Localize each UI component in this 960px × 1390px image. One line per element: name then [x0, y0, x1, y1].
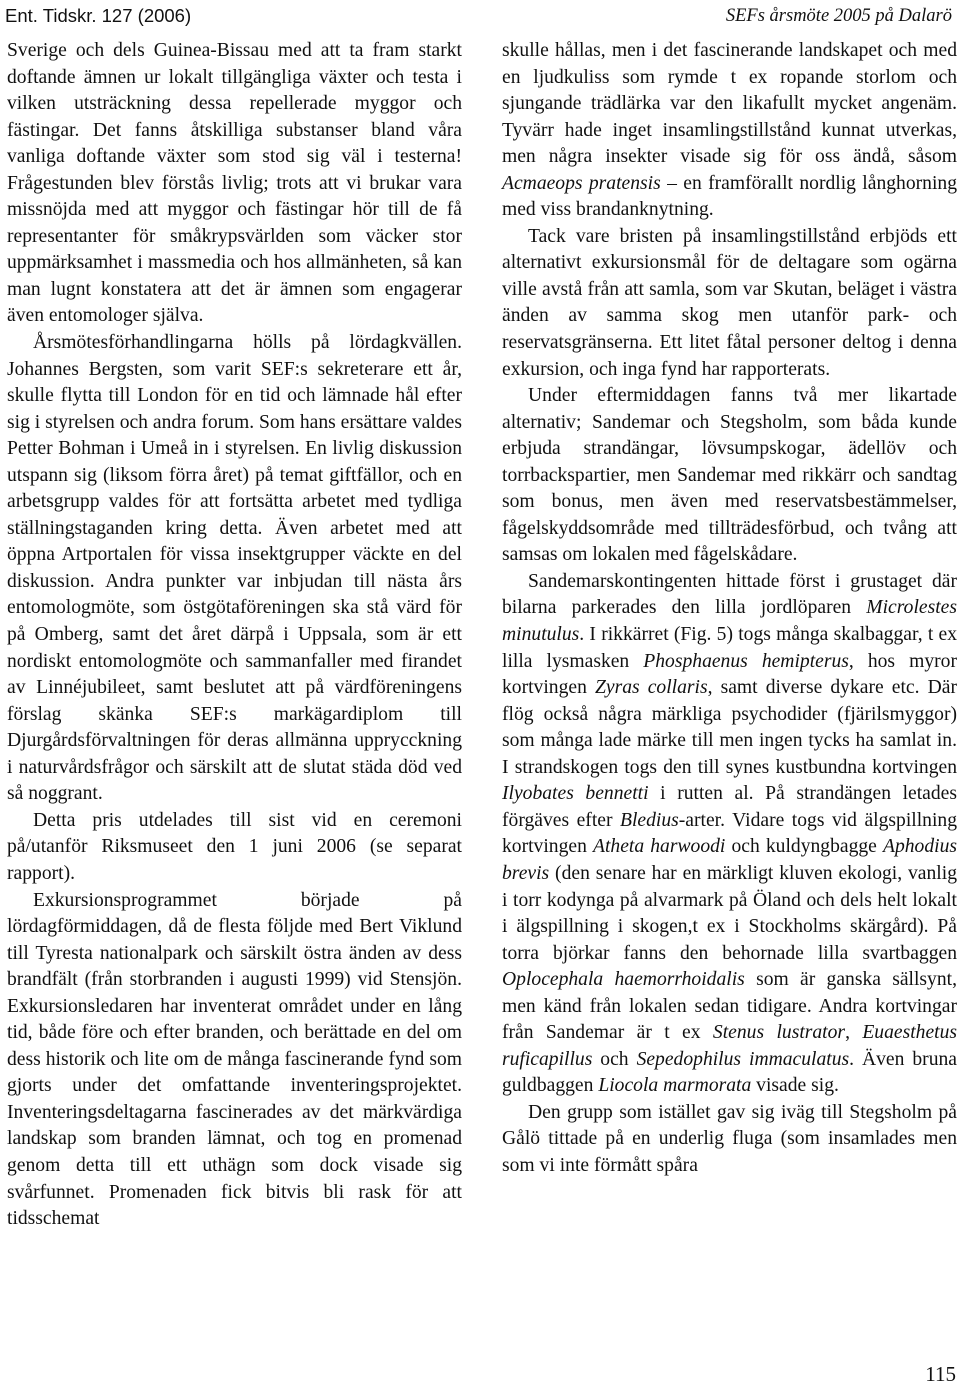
text-run: , samt diverse dykare etc. Där flög också några märkliga psychodider (fjärilsmyggor) som många lade märke till men ingen tycks ha samlat in. I strandskogen togs den till synes kustbundna kortvingen [502, 677, 957, 778]
paragraph [502, 569, 957, 1100]
page-number: 115 [925, 1362, 956, 1386]
text-run: skulle hållas, men i det fascinerande landskapet och med en ljudkuliss som rymde t ex ropande storlom och sjungande trädlärka var den likafullt mycket angenäm. Tyvärr hade inget insamlingstillstånd kunnat utverkas, men några insekter visade sig för oss ändå, såsom [502, 40, 957, 168]
paragraph [502, 38, 957, 224]
text-run: . Även bruna guldbaggen [502, 1048, 957, 1097]
running-head-journal: Ent. Tidskr. 127 (2006) [5, 5, 192, 26]
paragraph [502, 224, 957, 383]
species-name: Zyras collaris [595, 677, 708, 699]
text-run: Tack vare bristen på insamlingstillstånd erbjöds ett alternativt exkursionsmål för de deltagare som ogärna ville avstå från att samla, som var Skutan, beläget i västra änden av samma skog men utanför park- och reservatsgränserna. Ett litet fåtal personer deltog i denna exkursion, och inga fynd har rapporterats. [502, 225, 957, 380]
text-run: Årsmötesförhandlingarna hölls på lördagkvällen. Johannes Bergsten, som varit SEF:s sekreterare ett år, skulle flytta till London för en tid och lämnade hål efter sig i styrelsen och andra forum. Som hans ersättare valdes Petter Bohman i Umeå in i styrelsen. En livlig diskussion utspann sig (liksom förra året) på temat giftfällor, och en arbetsgrupp valdes för att fortsätta arbetet med tydliga ställningstaganden kring detta. Även arbetet med att öppna Artportalen för vissa insektgrupper väckte en del diskussion. Andra punkter var inbjudan till nästa års entomologmöte, som östgötaföreningen ska stå värd för på Omberg, samt det året därpå i Uppsala, som är ett nordiskt entomologmöte och sammanfaller med firandet av Linnéjubileet, samt beslutet att på värdföreningens förslag skänka SEF:s markägardiplom till Djurgårdsförvaltningen för deras allmänna upprycckning i naturvårdsfrågor och särskilt att de slutat städa död ved så noggrant. [7, 332, 462, 805]
text-run: , hos myror kortvingen [502, 650, 957, 699]
text-run: i rutten al. På strandängen letades förgäves efter [502, 783, 957, 831]
species-name: Euaesthetus ruficapillus [502, 1022, 958, 1070]
text-run: . I rikkärret (Fig. 5) togs många skalbaggar, t ex lilla lysmasken [502, 624, 957, 672]
text-run: , [845, 1022, 863, 1044]
species-name: Atheta harwoodi [593, 836, 726, 858]
text-run: – en framförallt nordlig långhorning med viss brandanknytning. [502, 172, 957, 221]
paragraph [502, 1100, 957, 1180]
paragraph [7, 38, 462, 330]
text-run: och [592, 1048, 637, 1070]
species-name: Microlestes minutulus [502, 597, 957, 646]
species-name: Sepedophilus immaculatus [636, 1048, 850, 1070]
running-head-article-title: SEFs årsmöte 2005 på Dalarö [725, 6, 952, 26]
species-name: Bledius [620, 809, 679, 831]
text-column-right [502, 38, 957, 1180]
text-run: -arter. Vidare togs vid älgspillning kortvingen [502, 809, 958, 858]
species-name: Oplocephala haemorrhoidalis [502, 969, 745, 991]
text-run: och kuldyngbagge [725, 836, 883, 858]
species-name: Acmaeops pratensis [502, 172, 661, 194]
species-name: Aphodius brevis [502, 836, 958, 884]
text-run: (den senare har en märkligt kluven ekologi, vanlig i torr kodynga på alvarmark på Öland och dels helt lokalt i älgspillning i skogen,t ex i Stockholms skärgård). På torra björkar fanns den behornade lilla svartbaggen [502, 862, 957, 964]
species-name: Stenus lustrator [712, 1022, 846, 1044]
species-name: Phosphaenus hemipterus [643, 650, 849, 672]
text-run: Under eftermiddagen fanns två mer likartade alternativ; Sandemar och Stegsholm, som båda kunde erbjuda strandängar, lövsumpskogar, ädellöv och torrbackspartier, men Sandemar med rikkärr och sandtag som bonus, men även med reservatsbestämmelser, fågelskyddsområde med tillträdesförbud, och tvång att samsas om lokalen med fågelskådare. [502, 385, 957, 566]
text-column-left [7, 38, 462, 1233]
species-name: Ilyobates bennetti [502, 783, 649, 805]
paragraph [7, 888, 462, 1233]
species-name: Liocola marmorata [598, 1075, 752, 1097]
text-run: Sandemarskontingenten hittade först i grustaget där bilarna parkerades den lilla jordlöparen [502, 570, 957, 619]
text-run: Exkursionsprogrammet började på lördagförmiddagen, då de flesta följde med Bert Viklund till Tyresta nationalpark och särskilt östra änden av dess brandfält (från storbranden i augusti 1999) vid Stensjön. Exkursionsledaren har inventerat området under en lång tid, både före och efter branden, och berättade en del om dess historik och lite om de många fascinerande fynd som gjorts under det omfattande inventeringsprojektet. Inventeringsdeltagarna fascinerades av det märkvärdiga landskap som branden lämnat, och tog en promenad genom detta till ett uthägn som dock visade sig svårfunnet. Promenaden fick bitvis bli rask för att tidsschemat [7, 889, 462, 1230]
text-run: Den grupp som istället gav sig iväg till Stegsholm på Gålö tittade på en underlig fluga (som insamlades men som vi inte förmått spåra [502, 1101, 957, 1176]
text-run: som är ganska sällsynt, men känd från lokalen sedan tidigare. Andra kortvingar från Sandemar är t ex [502, 969, 957, 1044]
text-run: Sverige och dels Guinea-Bissau med att ta fram starkt doftande ämnen ur lokalt tillgängliga växter och testa i vilken utsträckning dessa repellerade myggor och fästingar. Det fanns åtskilliga substanser bland våra vanliga doftande växter som stod sig väl i testerna! Frågestunden blev förstås livlig; trots att vi brukar vara missnöjda med att myggor och fästingar hör till de få representanter för småkrypsvärlden som väcker stor uppmärksamhet i massmedia och hos allmänheten, så kan man lugnt konstatera att det är ämnen som engagerar även entomologer själva. [7, 40, 462, 327]
text-run: visade sig. [751, 1075, 839, 1097]
paragraph [7, 808, 462, 888]
paragraph [502, 383, 957, 569]
paragraph [7, 330, 462, 808]
text-run: Detta pris utdelades till sist vid en ceremoni på/utanför Riksmuseet den 1 juni 2006 (se separat rapport). [7, 809, 462, 884]
